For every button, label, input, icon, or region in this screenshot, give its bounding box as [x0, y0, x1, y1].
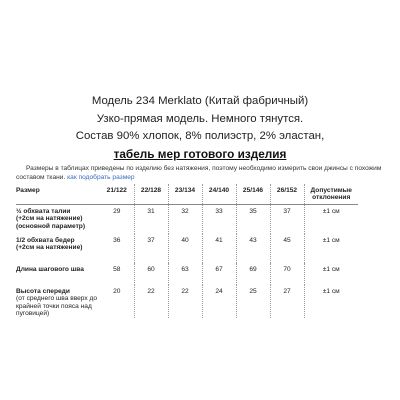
measurement-note — [16, 165, 388, 182]
table-cell: 43 — [236, 234, 270, 263]
table-cell: 67 — [202, 263, 236, 285]
size-header-cell: 26/152 — [270, 184, 304, 204]
size-header-cell: 24/140 — [202, 184, 236, 204]
tolerance-header-line: Допустимые — [310, 187, 352, 194]
fabric-composition: Состав 90% хлопок, 8% полиэстр, 2% эластан, — [75, 130, 325, 142]
size-header-cell: 25/146 — [236, 184, 270, 204]
size-column-header: Размер — [16, 184, 100, 204]
table-cell: 40 — [168, 234, 202, 263]
row-label-main: Высота спереди — [16, 287, 70, 295]
row-label-front-rise — [16, 285, 100, 318]
table-cell: 33 — [202, 204, 236, 234]
table-cell: 69 — [236, 263, 270, 285]
table-cell: 36 — [100, 234, 134, 263]
table-cell: 27 — [270, 285, 304, 318]
row-label-sub: (+2см на натяжение) — [16, 244, 83, 252]
row-label-sub: пуговицей) — [16, 310, 50, 318]
measurement-note-text: Размеры в таблицах приведены по изделию без натяжения, поэтому необходимо измерить свои джинсы с похожим составом ткани. — [16, 165, 382, 181]
size-header-cell: 21/122 — [100, 184, 134, 204]
row-label-sub: крайней точки пояса над — [16, 302, 92, 310]
row-label-sub: (от среднего шва вверх до — [16, 295, 98, 303]
table-cell: 32 — [168, 204, 202, 234]
table-cell: 25 — [236, 285, 270, 318]
table-cell: 37 — [270, 204, 304, 234]
tolerance-header — [304, 184, 358, 204]
tolerance-cell: ±1 см — [322, 265, 340, 273]
table-row-hip — [16, 234, 358, 263]
tolerance-cell: ±1 см — [322, 207, 340, 215]
tolerance-header-line: отклонения — [312, 194, 351, 202]
row-label-main: Длина шагового шва — [16, 265, 84, 273]
table-cell: 60 — [134, 263, 168, 285]
row-label-main: 1/2 обхвата бедер — [16, 236, 75, 244]
row-label-waist — [16, 204, 100, 234]
table-row-front-rise — [16, 285, 358, 318]
table-cell: 20 — [100, 285, 134, 318]
row-label-sub: (основной параметр) — [16, 222, 86, 230]
table-cell: 37 — [134, 234, 168, 263]
table-cell: 31 — [134, 204, 168, 234]
tolerance-cell: ±1 см — [322, 236, 340, 244]
table-cell: 70 — [270, 263, 304, 285]
table-cell: 41 — [202, 234, 236, 263]
table-cell: 35 — [236, 204, 270, 234]
table-cell: 24 — [202, 285, 236, 318]
model-title: Модель 234 Merklato (Китай фабричный) — [91, 95, 309, 107]
size-table — [16, 184, 358, 318]
row-label-sub: (+2см на натяжение) — [16, 215, 83, 223]
table-cell: 29 — [100, 204, 134, 234]
measurements-table-title: табель мер готового изделия — [113, 147, 287, 161]
row-label-hip — [16, 234, 100, 263]
table-cell: 22 — [168, 285, 202, 318]
size-guide-link[interactable]: как подобрать размер — [67, 173, 135, 181]
size-header-row — [16, 184, 358, 204]
size-header-cell: 22/128 — [134, 184, 168, 204]
table-row-waist — [16, 204, 358, 234]
table-cell: 63 — [168, 263, 202, 285]
row-label-inseam — [16, 263, 100, 285]
table-row-inseam — [16, 263, 358, 285]
fit-description: Узко-прямая модель. Немного тянутся. — [96, 113, 304, 125]
row-label-main: ½ обхвата талии — [16, 207, 71, 215]
table-cell: 22 — [134, 285, 168, 318]
table-cell: 45 — [270, 234, 304, 263]
table-cell: 58 — [100, 263, 134, 285]
tolerance-cell: ±1 см — [322, 287, 340, 295]
size-header-cell: 23/134 — [168, 184, 202, 204]
